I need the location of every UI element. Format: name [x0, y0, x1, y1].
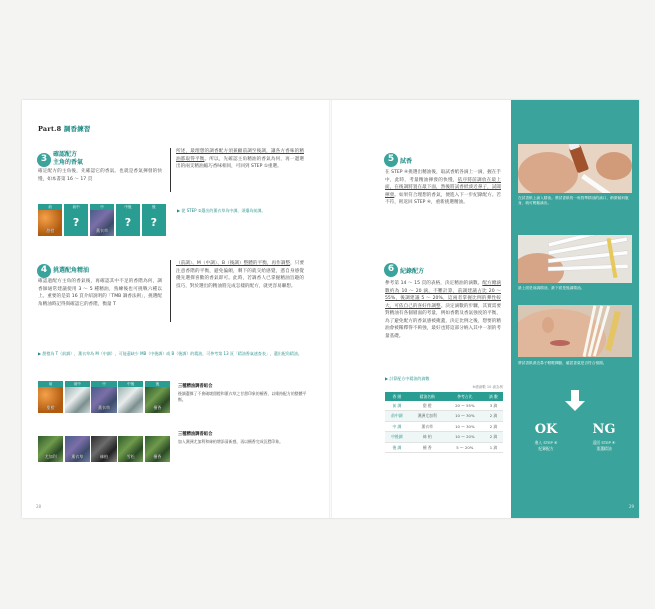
table-cell: 薰衣草 — [409, 421, 446, 431]
left-page — [22, 100, 330, 518]
grid-cell — [65, 436, 90, 462]
table-row — [385, 432, 503, 442]
down-arrow-icon — [563, 388, 587, 412]
table-cell: 5 ～ 20% — [446, 442, 484, 452]
table-cell: 絲 柏 — [409, 432, 446, 442]
table-cell: 檀 香 — [409, 442, 446, 452]
oil-photo — [91, 387, 116, 413]
step-3-note — [177, 208, 287, 214]
step-5-text-b: 。如果符合理想的香氣，便進入下一步紀錄配方。若不符，則返回 STEP ④，重新挑選精油。 — [385, 192, 501, 206]
note-level-label: 後 — [142, 204, 166, 210]
ok-sub-2: 紀錄配方 — [538, 445, 554, 451]
table-cell: 前中調 — [385, 411, 409, 421]
step-3-note-grid — [38, 204, 166, 236]
grid-cell — [38, 381, 63, 413]
step-5-text-a: 在 STEP ④挑選出精油後，取試香紙各滴上一滴，握在手中，此時，考量精油揮發的快慢， — [385, 170, 501, 183]
oil-photo — [118, 436, 143, 462]
step-6-number: 6 — [384, 263, 398, 277]
table-header-cell: 精油名稱 — [409, 392, 446, 401]
table-cell: 20 ～ 55% — [446, 401, 484, 411]
column-divider — [170, 148, 171, 192]
grid-cell — [145, 436, 170, 462]
note-arrow-icon: ▶ — [38, 351, 42, 356]
oil-name-tag: 尤加利 — [44, 453, 57, 459]
table-cell: 10 ～ 30% — [446, 421, 484, 431]
step-4-text-underlined: （前調）、M（中調）、B（後調）整體的平衡，再作調整 — [176, 261, 291, 266]
step-6-note — [385, 376, 501, 382]
ng-sub-1: 返回 STEP ④ — [592, 440, 616, 446]
ng-label: NG — [592, 422, 616, 437]
oil-name-tag: 絲柏 — [100, 453, 108, 459]
step-6-title: 紀錄配方 — [400, 268, 425, 275]
column-divider-2 — [170, 260, 171, 322]
step-6-text-underlined: 配方總滴數約為 10 ～ 20 滴，不難計算，前調建議占比 20 ～ 55%，後調建議 5 ～ 20%，這兩者掌握比例的彈性較大，可依自己的喜好作調整 — [385, 281, 501, 309]
missing-note-placeholder: ? — [64, 210, 88, 236]
step-3-title-line1: 確認配方 — [53, 151, 78, 158]
table-cell: 前 調 — [385, 401, 409, 411]
table-cell: 澳洲尤加利 — [409, 411, 446, 421]
table-row — [385, 411, 503, 421]
table-caption: ※總滴數 10 滴為例 — [472, 385, 503, 389]
oil-photo — [65, 436, 90, 462]
step-4-text-col1: 確認過配方主角的香氣後，再確認其中不足的香階為何，調香師通常建議使用 3 ～ 5 種精油，熟練後也可挑戰六種以上。重要的是第 16 頁介紹說明的「TMB 調香法則」，挑選配角精油時記得與確認它的香階，衡量 T — [38, 279, 162, 307]
step-6-note-text: 計算配方中精油的滴數 — [389, 376, 430, 381]
panel-caption-1: 在試香紙上滴入精油。將試香紙的一角對準精油的滴口，稍微傾斜瓶身，就可輕鬆滴出。 — [518, 196, 629, 206]
ok-label: OK — [534, 422, 558, 437]
oil-name-tag: 甜橙 — [46, 227, 55, 233]
step-3-text-col2 — [176, 148, 304, 171]
table-row — [385, 421, 503, 431]
table-cell: 10 ～ 20% — [446, 432, 484, 442]
page-number-right: 29 — [629, 504, 635, 509]
part-title: 調香練習 — [63, 125, 91, 133]
oil-name-tag: 甜橙 — [46, 404, 55, 410]
oil-photo — [118, 387, 143, 413]
table-header-row — [385, 392, 503, 401]
combo-2-text: 加入澳洲尤加利和絲柏增添清新感，再以檀香完成沉穩印象。 — [178, 438, 284, 444]
note-level-label: 前 — [38, 381, 63, 387]
combo-1-grid — [38, 381, 170, 413]
grid-cell — [65, 381, 90, 413]
combo-1-text: 後調選擇了不會破壞甜橙和薰衣草之甘甜印象的檀香，以維持配方的整體平衡。 — [178, 390, 307, 402]
oil-photo — [145, 436, 170, 462]
panel-caption-3: 將試香紙湊近鼻子輕輕揮動，確認香氣是否符合預期。 — [518, 361, 607, 365]
step-3-text-col1: 確定配方的主角後，先確認它的香氣。也就是香氣揮發的快慢，如本書第 16 ～ 17 頁 — [38, 169, 162, 182]
grid-cell — [38, 204, 62, 236]
step-3-title-line2: 主角的香氣 — [53, 158, 84, 166]
step-4-number: 4 — [37, 264, 51, 278]
dropping-oil-illustration — [518, 144, 632, 193]
part-heading — [38, 124, 91, 134]
oil-name-tag: 雪松 — [126, 453, 135, 459]
part-label: Part.8 — [38, 125, 62, 133]
panel-caption-2: 最上面是前調精油，最下面是後調精油。 — [518, 286, 585, 290]
oil-photo — [38, 210, 62, 236]
missing-note-placeholder: ? — [116, 210, 140, 236]
step-6-text-a: 參考第 14 ～ 15 頁的表格，決定精油的滴數。 — [385, 281, 483, 286]
oil-photo — [65, 387, 90, 413]
step-3-text-rest: 。所以，先確認主角精油的香氣為何，再一邊選出的兩支精油縮巧香味相同，可回到 STEP ①重選。 — [176, 156, 304, 170]
combo-2-grid — [38, 436, 170, 462]
step-4-text-rest: ，只要注意香階的平衡，避免偏頗，剩下的就交給感覺，憑自身感覺優先選擇喜歡的香氣即可。此時，若調香人已掌握精油旨趣的技巧，對於選出的精油將完成怎樣的配方，就更容易聯想。 — [176, 261, 304, 289]
oil-name-tag: 檀香 — [153, 404, 162, 410]
grid-cell — [118, 436, 143, 462]
combo-1-desc — [178, 384, 308, 403]
step-4-text-col2 — [176, 260, 304, 290]
table-row — [385, 442, 503, 452]
photo-smelling — [518, 305, 632, 357]
drops-table-wrap — [385, 392, 503, 453]
table-row — [385, 401, 503, 411]
grid-cell — [91, 436, 116, 462]
step-4-note — [38, 351, 308, 357]
step-5-title: 試香 — [400, 158, 413, 165]
step-5-number: 5 — [384, 153, 398, 167]
ng-block — [579, 420, 629, 451]
grid-cell — [142, 204, 166, 236]
scent-strips-illustration — [518, 235, 632, 283]
instruction-panel — [511, 100, 639, 518]
book-spread — [22, 100, 639, 518]
table-cell: 2 滴 — [484, 421, 503, 431]
note-level-label: 中後 — [116, 204, 140, 210]
step-4-title: 挑選配角精油 — [53, 267, 90, 274]
note-level-label: 前 — [38, 204, 62, 210]
table-cell: 中 調 — [385, 421, 409, 431]
table-header-cell: 滴 數 — [484, 392, 503, 401]
ok-sub-1: 進入 STEP ⑥ — [534, 440, 558, 446]
step-5-text — [385, 169, 501, 207]
ok-block — [521, 420, 571, 451]
grid-cell — [38, 436, 63, 462]
table-header-cell: 香 階 — [385, 392, 409, 401]
note-level-label: 中 — [90, 204, 114, 210]
drops-table — [385, 392, 503, 453]
table-cell: 甜 橙 — [409, 401, 446, 411]
table-cell: 2 滴 — [484, 411, 503, 421]
grid-cell — [64, 204, 88, 236]
table-cell: 3 滴 — [484, 401, 503, 411]
combo-2-desc — [178, 432, 308, 445]
table-header-cell: 參考占比 — [446, 392, 484, 401]
note-level-label: 中後 — [118, 381, 143, 387]
grid-cell — [145, 381, 170, 413]
step-3-note-text: 從 STEP ②選出的薰衣草為中調，須爆為前調。 — [181, 208, 266, 213]
combo-1-title: 三種精油調香組合 — [178, 384, 213, 389]
step-6-text-b: 。決定滴數的步驟，其實需要對精油有各個層面的考量，例如香階及香氣強度的平衡，為了避免配方的香氣感被掩蓋，決定比例之後，想要的精油會被稀釋得不夠強，最好也將這部分納入其中一項的考量基礎。 — [385, 303, 501, 340]
photo-dropping-oil — [518, 144, 632, 193]
oil-name-tag: 檀香 — [153, 453, 162, 459]
step-3-title — [53, 151, 83, 167]
oil-photo — [38, 436, 63, 462]
oil-photo — [90, 210, 114, 236]
oil-name-tag: 薰衣草 — [98, 404, 110, 410]
grid-cell — [116, 204, 140, 236]
note-arrow-icon: ▶ — [385, 376, 389, 381]
oil-name-tag: 薰衣草 — [71, 453, 84, 459]
ng-sub-2: 重選精油 — [596, 445, 612, 451]
page-number-left: 28 — [36, 504, 42, 509]
grid-cell — [90, 204, 114, 236]
step-4-note-text: 甜橙為 T（前調），薰衣草為 M（中調），可能還缺少 MB（中後調）或 B（後調）的精油，可參考第 13 頁「精油香氣速查表」，選出配角精油。 — [42, 351, 302, 356]
step-3-number: 3 — [37, 153, 51, 167]
note-arrow-icon: ▶ — [177, 208, 181, 213]
note-level-label: 中 — [91, 381, 116, 387]
table-cell: 1 滴 — [484, 442, 503, 452]
note-level-label: 前中 — [65, 381, 90, 387]
right-page — [331, 100, 639, 518]
note-level-label: 前中 — [64, 204, 88, 210]
table-cell: 後 調 — [385, 442, 409, 452]
oil-photo — [91, 436, 116, 462]
oil-photo — [145, 387, 170, 413]
table-cell: 2 滴 — [484, 432, 503, 442]
table-body — [385, 401, 503, 453]
step-5-text-underlined: 依序將前調放在最上面，在後調將置在最下面，然後將試香紙湊近鼻子，試聞揮發 — [385, 177, 501, 198]
missing-note-placeholder: ? — [142, 210, 166, 236]
grid-cell — [118, 381, 143, 413]
smelling-illustration — [518, 305, 632, 357]
table-cell: 10 ～ 30% — [446, 411, 484, 421]
table-cell: 中後調 — [385, 432, 409, 442]
oil-name-tag: 薰衣草 — [96, 227, 109, 233]
note-level-label: 後 — [145, 381, 170, 387]
step-6-text — [385, 280, 501, 341]
photo-strips — [518, 235, 632, 283]
combo-2-title: 三種精油調香組合 — [178, 432, 213, 437]
step-3-text-underlined: 所述，最理想的調香配方須兼顧前調至後調，讓各方香味的精油都取得平衡 — [176, 149, 304, 162]
grid-cell — [91, 381, 116, 413]
oil-photo — [38, 387, 63, 413]
